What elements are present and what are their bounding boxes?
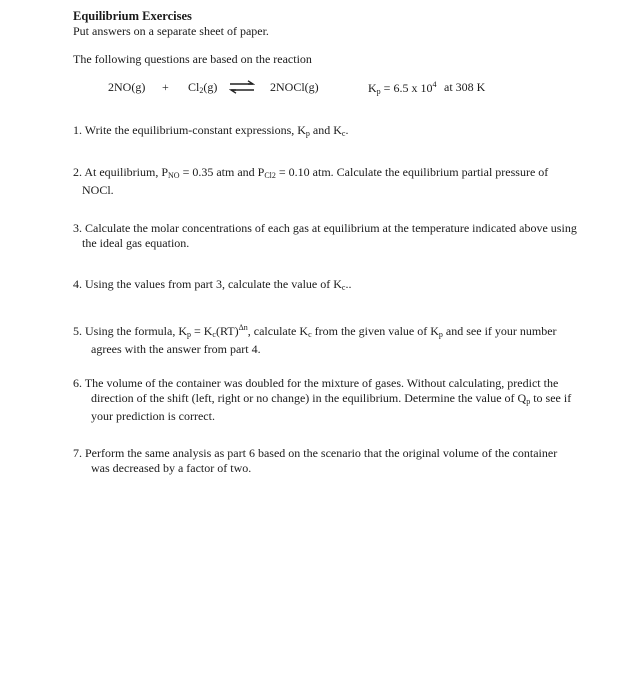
reactant-no: 2NO(g) — [108, 80, 146, 94]
question-5: 5. Using the formula, $K_p = K_c(RT)^{\Delta n}$, calculate $K_c$ from the given value of $K_p$ and see if your number agrees with the answer from part 4. — [73, 323, 557, 356]
equilibrium-arrow-icon — [229, 80, 255, 94]
question-1: 1. Write the equilibrium-constant expressions, $K_p$ and $K_c$. — [73, 123, 349, 138]
question-7: 7. Perform the same analysis as part 6 based on the scenario that the original volume of the container was decreased by a factor of two. — [73, 446, 558, 475]
question-2: 2. At equilibrium, $P_{NO} = 0.35$ atm and $P_{Cl2} = 0.10$ atm. Calculate the equilibrium partial pressure of NOCl. — [73, 165, 549, 197]
kp-value: $K_p = 6.5$ x $10^4$ — [368, 80, 437, 96]
page-subtitle: Put answers on a separate sheet of paper. — [73, 24, 269, 38]
plus-sign: + — [162, 80, 169, 94]
temperature: at 308 K — [444, 80, 486, 94]
page-title: Equilibrium Exercises — [73, 9, 192, 23]
product-nocl: 2NOCl(g) — [270, 80, 319, 94]
question-3: 3. Calculate the molar concentrations of each gas at equilibrium at the temperature indicated above using the ideal gas equation. — [73, 221, 577, 250]
intro-text: The following questions are based on the reaction — [73, 52, 312, 66]
question-4: 4. Using the values from part 3, calculate the value of $K_c$.. — [73, 277, 352, 292]
reactant-cl2: $Cl_2(g)$ — [188, 80, 218, 95]
question-6: 6. The volume of the container was doubled for the mixture of gases. Without calculating, predict the direction of the shift (left, right or no change) in the equilibrium. Determine the value of $Q_p$ to see if your prediction is correct. — [73, 376, 572, 423]
